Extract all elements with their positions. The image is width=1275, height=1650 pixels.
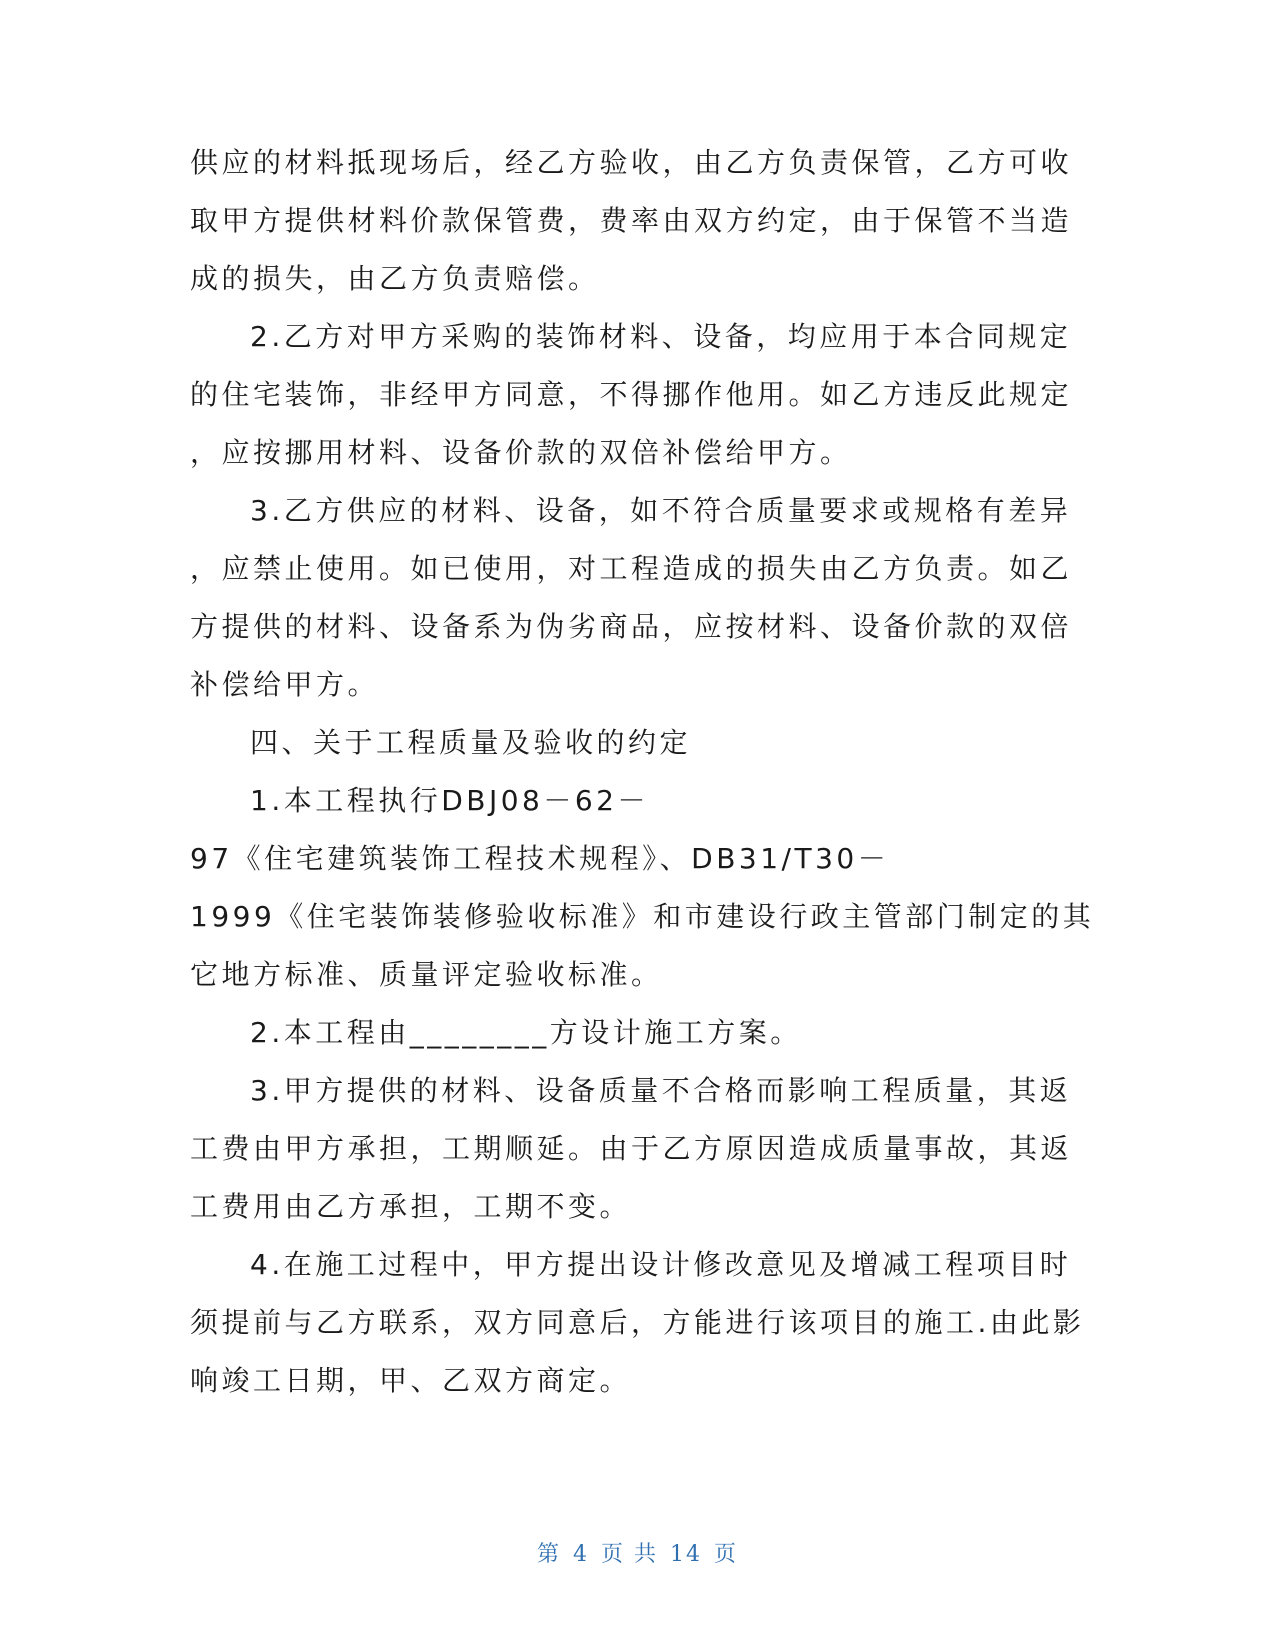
text-line: 2.乙方对甲方采购的装饰材料、设备，均应用于本合同规定 (250, 320, 1072, 353)
text-line: 3.乙方供应的材料、设备，如不符合质量要求或规格有差异 (250, 494, 1072, 527)
text-line: 97《住宅建筑装饰工程技术规程》、DB31/T30－ (190, 842, 890, 875)
footer-prefix: 第 (536, 1542, 561, 1567)
text-line: 1.本工程执行DBJ08－62－ (250, 784, 650, 817)
text-line: 须提前与乙方联系，双方同意后，方能进行该项目的施工.由此影 (190, 1306, 1085, 1339)
text-line: 4.在施工过程中，甲方提出设计修改意见及增减工程项目时 (250, 1248, 1072, 1281)
text-line: 1999《住宅装饰装修验收标准》和市建设行政主管部门制定的其 (190, 900, 1095, 933)
footer-middle: 页 共 (601, 1542, 658, 1567)
text-line: ，应按挪用材料、设备价款的双倍补偿给甲方。 (190, 436, 852, 469)
text-line: 2.本工程由________方设计施工方案。 (250, 1016, 802, 1049)
text-line: 3.甲方提供的材料、设备质量不合格而影响工程质量，其返 (250, 1074, 1072, 1107)
current-page-number: 4 (573, 1542, 589, 1567)
text-line: 供应的材料抵现场后，经乙方验收，由乙方负责保管，乙方可收 (190, 146, 1073, 179)
text-line: 响竣工日期，甲、乙双方商定。 (190, 1364, 632, 1397)
text-line: ，应禁止使用。如已使用，对工程造成的损失由乙方负责。如乙 (190, 552, 1073, 585)
text-line: 工费用由乙方承担，工期不变。 (190, 1190, 632, 1223)
text-line: 的住宅装饰，非经甲方同意，不得挪作他用。如乙方违反此规定 (190, 378, 1073, 411)
text-line: 方提供的材料、设备系为伪劣商品，应按材料、设备价款的双倍 (190, 610, 1073, 643)
page-footer (0, 1537, 1275, 1568)
text-line: 取甲方提供材料价款保管费，费率由双方约定，由于保管不当造 (190, 204, 1073, 237)
total-pages-number: 14 (670, 1542, 702, 1567)
footer-suffix: 页 (714, 1542, 739, 1567)
section-heading: 四、关于工程质量及验收的约定 (250, 726, 692, 759)
text-line: 补偿给甲方。 (190, 668, 380, 701)
text-line: 工费由甲方承担，工期顺延。由于乙方原因造成质量事故，其返 (190, 1132, 1073, 1165)
text-line: 成的损失，由乙方负责赔偿。 (190, 262, 600, 295)
text-line: 它地方标准、质量评定验收标准。 (190, 958, 663, 991)
